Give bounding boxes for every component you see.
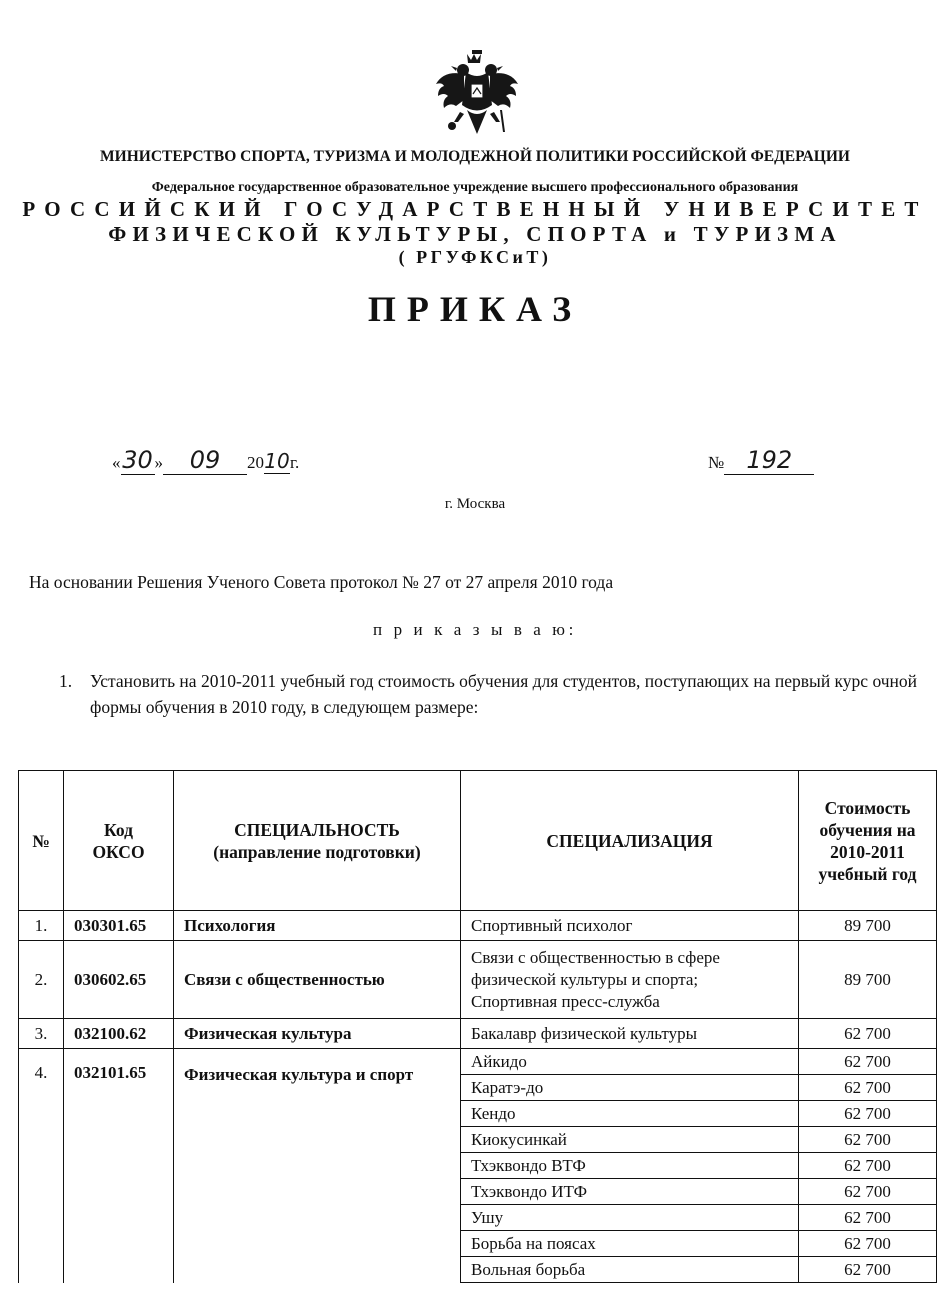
row-no: 3. [19,1019,64,1049]
table-row [19,941,937,1019]
row-specialty: Психология [174,911,461,941]
row-code: 032100.62 [64,1019,174,1049]
table-row [19,1019,937,1049]
row-specialization: Кендо [461,1101,799,1127]
row-cost: 62 700 [799,1075,937,1101]
row-specialty: Физическая культура [174,1019,461,1049]
table-row [19,911,937,941]
date-close-quote: » [154,453,163,472]
order-number [708,446,828,480]
table-row [19,1049,937,1075]
row-cost: 62 700 [799,1019,937,1049]
university-name-line1: РОССИЙСКИЙ ГОСУДАРСТВЕННЫЙ УНИВЕРСИТЕТ [22,197,928,221]
row-code: 030602.65 [64,941,174,1019]
item-number: 1. [59,671,73,691]
order-number-label: № [708,453,725,472]
row-specialization: Спортивный психолог [461,911,799,941]
row-specialization: Связи с общественностью в сфере физической культуры и спорта; Спортивная пресс-служба [461,941,799,1019]
row-specialization: Киокусинкай [461,1127,799,1153]
header-code: Код ОКСО [64,771,174,911]
basis-text: На основании Решения Ученого Совета протокол № 27 от 27 апреля 2010 года [29,572,614,592]
row-specialization: Бакалавр физической культуры [461,1019,799,1049]
city: г. Москва [444,496,506,512]
header-specialization: СПЕЦИАЛИЗАЦИЯ [461,771,799,911]
order-word: п р и к а з ы в а ю: [373,620,577,639]
date-year-suffix: 10 [264,449,290,473]
coat-of-arms-icon [434,50,520,146]
row-specialization: Вольная борьба [461,1257,799,1283]
row-cost: 89 700 [799,941,937,1019]
row-cost: 62 700 [799,1049,937,1075]
date-day: 30 [122,446,153,474]
row-no: 1. [19,911,64,941]
header-no: № [19,771,64,911]
row-specialization: Айкидо [461,1049,799,1075]
order-date [112,446,452,480]
row-specialization: Тхэквондо ИТФ [461,1179,799,1205]
row-code: 032101.65 [64,1049,174,1283]
row-cost: 62 700 [799,1231,937,1257]
row-specialization: Каратэ-до [461,1075,799,1101]
row-code: 030301.65 [64,911,174,941]
row-specialization: Борьба на поясах [461,1231,799,1257]
row-no: 4. [19,1049,64,1283]
row-cost: 62 700 [799,1179,937,1205]
item-text: Установить на 2010-2011 учебный год стоимость обучения для студентов, поступающих на первый курс очной формы обучения в 2010 году, в следующем размере: [90,671,918,717]
institution-type: Федеральное государственное образовательное учреждение высшего профессионального образования [151,180,799,195]
row-specialization: Ушу [461,1205,799,1231]
document-title: ПРИКАЗ [367,289,583,329]
row-no: 2. [19,941,64,1019]
row-specialty: Связи с общественностью [174,941,461,1019]
date-month: 09 [163,446,247,475]
row-specialization: Тхэквондо ВТФ [461,1153,799,1179]
row-cost: 89 700 [799,911,937,941]
date-open-quote: « [112,453,121,472]
header-cost: Стоимость обучения на 2010-2011 учебный год [799,771,937,911]
university-abbreviation: ( РГУФКСиТ) [398,247,552,267]
row-cost: 62 700 [799,1101,937,1127]
date-year-unit: г. [290,453,300,472]
row-cost: 62 700 [799,1153,937,1179]
row-cost: 62 700 [799,1127,937,1153]
ministry-name: МИНИСТЕРСТВО СПОРТА, ТУРИЗМА И МОЛОДЕЖНОЙ ПОЛИТИКИ РОССИЙСКОЙ ФЕДЕРАЦИИ [100,148,850,165]
order-number-value: 192 [724,446,814,475]
header-specialty: СПЕЦИАЛЬНОСТЬ (направление подготовки) [174,771,461,911]
date-year-prefix: 20 [247,453,264,472]
row-cost: 62 700 [799,1257,937,1283]
tuition-table [18,770,937,1283]
row-specialty: Физическая культура и спорт [174,1049,461,1283]
university-name-line2: ФИЗИЧЕСКОЙ КУЛЬТУРЫ, СПОРТА и ТУРИЗМА [108,222,842,246]
row-cost: 62 700 [799,1205,937,1231]
table-header-row [19,771,937,911]
